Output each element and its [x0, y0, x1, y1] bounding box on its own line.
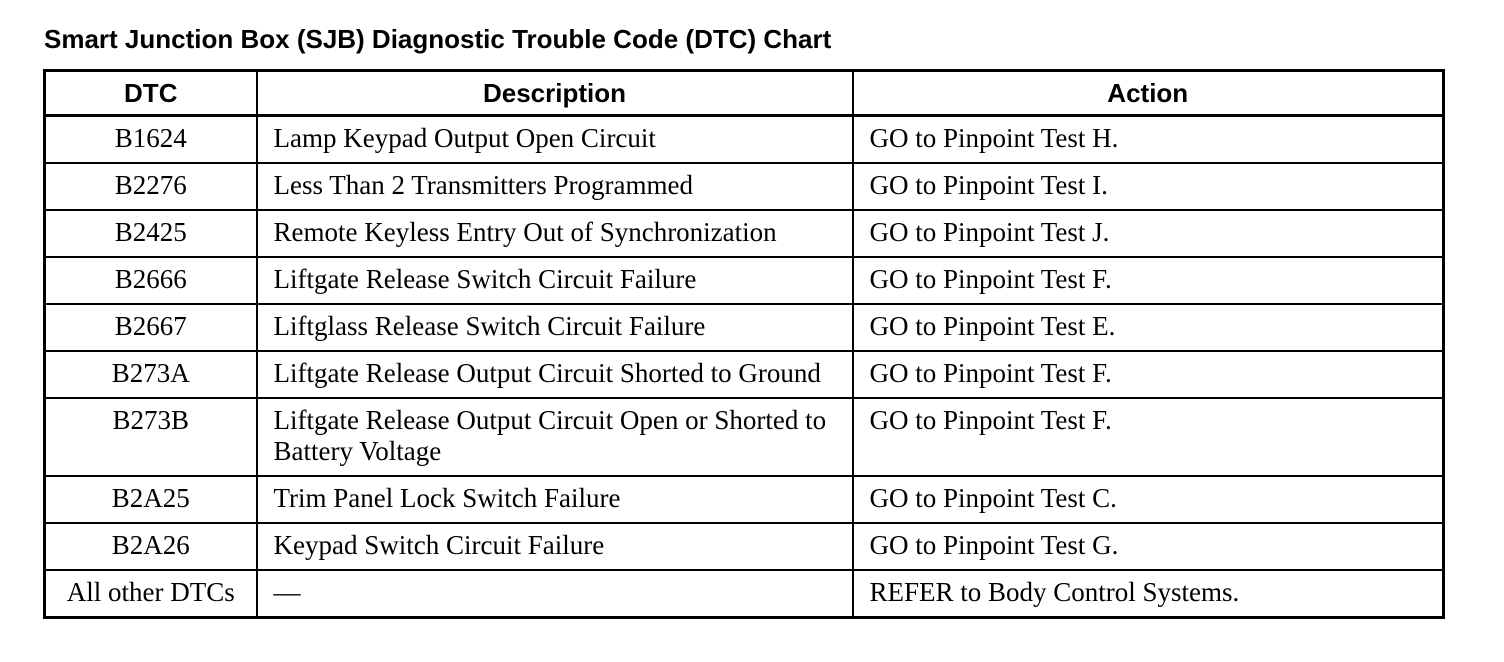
dtc-table: [43, 69, 1445, 619]
dtc-action: GO to Pinpoint Test F.: [853, 257, 1444, 304]
table-row: [45, 523, 1444, 570]
dtc-description: Less Than 2 Transmitters Programmed: [257, 163, 853, 210]
dtc-code: B1624: [45, 116, 257, 164]
dtc-description: Liftgate Release Switch Circuit Failure: [257, 257, 853, 304]
dtc-action: GO to Pinpoint Test F.: [853, 398, 1444, 476]
dtc-action: REFER to Body Control Systems.: [853, 570, 1444, 618]
table-row: [45, 116, 1444, 164]
header-dtc: DTC: [45, 71, 257, 116]
dtc-code: B2667: [45, 304, 257, 351]
header-description: Description: [257, 71, 853, 116]
dtc-description: Trim Panel Lock Switch Failure: [257, 476, 853, 523]
dtc-description: Liftglass Release Switch Circuit Failure: [257, 304, 853, 351]
table-header-row: [45, 71, 1444, 116]
dtc-action: GO to Pinpoint Test C.: [853, 476, 1444, 523]
dtc-code: B2276: [45, 163, 257, 210]
dtc-code: B2666: [45, 257, 257, 304]
dtc-action: GO to Pinpoint Test E.: [853, 304, 1444, 351]
page-title: Smart Junction Box (SJB) Diagnostic Trouble Code (DTC) Chart: [44, 24, 832, 54]
table-row: [45, 210, 1444, 257]
dtc-action: GO to Pinpoint Test H.: [853, 116, 1444, 164]
table-row: [45, 304, 1444, 351]
table-row: [45, 398, 1444, 476]
table-row: [45, 476, 1444, 523]
dtc-action: GO to Pinpoint Test J.: [853, 210, 1444, 257]
dtc-code: B2A25: [45, 476, 257, 523]
header-action: Action: [853, 71, 1444, 116]
dtc-description: Liftgate Release Output Circuit Shorted to Ground: [257, 351, 853, 398]
dtc-code: B2A26: [45, 523, 257, 570]
table-row: [45, 570, 1444, 618]
table-row: [45, 257, 1444, 304]
dtc-description: Liftgate Release Output Circuit Open or Shorted to Battery Voltage: [257, 398, 853, 476]
dtc-code: B273B: [45, 398, 257, 476]
dtc-description: —: [257, 570, 853, 618]
dtc-action: GO to Pinpoint Test F.: [853, 351, 1444, 398]
dtc-action: GO to Pinpoint Test G.: [853, 523, 1444, 570]
dtc-description: Remote Keyless Entry Out of Synchronization: [257, 210, 853, 257]
dtc-code: B273A: [45, 351, 257, 398]
dtc-code: B2425: [45, 210, 257, 257]
dtc-description: Keypad Switch Circuit Failure: [257, 523, 853, 570]
dtc-description: Lamp Keypad Output Open Circuit: [257, 116, 853, 164]
dtc-action: GO to Pinpoint Test I.: [853, 163, 1444, 210]
table-row: [45, 351, 1444, 398]
dtc-code: All other DTCs: [45, 570, 257, 618]
table-row: [45, 163, 1444, 210]
